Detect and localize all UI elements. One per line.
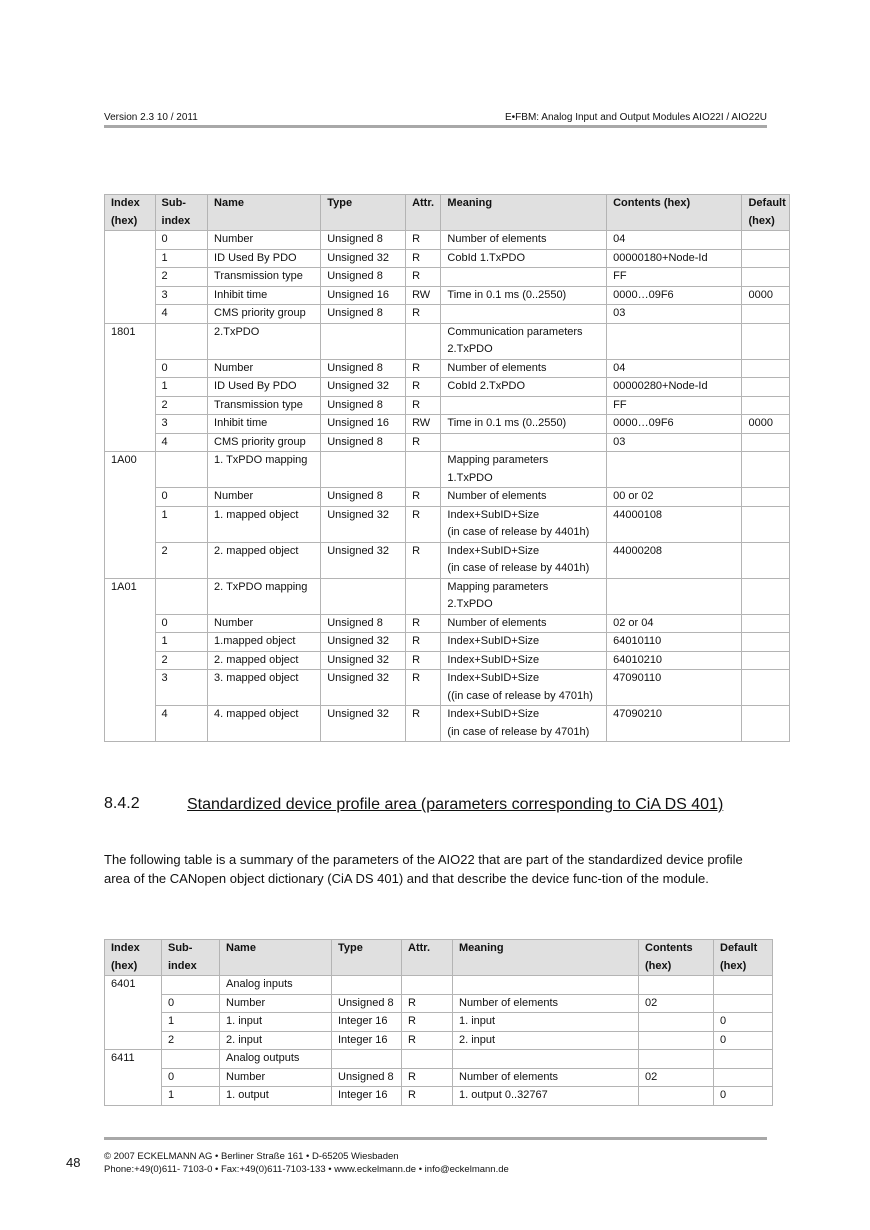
table-cell (453, 1050, 639, 1069)
table-cell (105, 305, 156, 324)
table-cell: 2. TxPDO mapping (208, 578, 321, 614)
table-cell (714, 994, 773, 1013)
table-cell (714, 1050, 773, 1069)
table-cell (742, 578, 790, 614)
table-cell (105, 488, 156, 507)
table-cell (105, 286, 156, 305)
table-cell: 2. mapped object (208, 651, 321, 670)
table-cell: Unsigned 16 (321, 415, 406, 434)
section-paragraph: The following table is a summary of the parameters of the AIO22 that are part of the standardized device profile area of the CANopen object dictionary (CiA DS 401) and that describe the device func-tion of the module. (104, 852, 743, 886)
table-cell: Unsigned 32 (321, 249, 406, 268)
table-row (105, 359, 790, 378)
table-cell: 1 (155, 506, 208, 542)
table-cell: 6401 (105, 976, 162, 995)
table-cell (105, 415, 156, 434)
table-cell: 00000180+Node-Id (607, 249, 742, 268)
col-meaning-header: Meaning (441, 195, 607, 231)
table-cell: 02 (639, 994, 714, 1013)
table-row (105, 976, 773, 995)
table-cell (639, 1013, 714, 1032)
table-cell: CobId 2.TxPDO (441, 378, 607, 397)
table-cell: R (406, 396, 441, 415)
table-cell (742, 323, 790, 359)
table-cell: 1. input (453, 1013, 639, 1032)
table-cell: R (406, 433, 441, 452)
table-cell (105, 249, 156, 268)
table-cell (105, 378, 156, 397)
table-cell: R (402, 1031, 453, 1050)
table-cell: R (406, 633, 441, 652)
table-cell (441, 433, 607, 452)
table-cell: 1 (162, 1013, 220, 1032)
table-row (105, 433, 790, 452)
col-index-header: Index (hex) (105, 940, 162, 976)
table-cell (105, 1068, 162, 1087)
table-cell: Integer 16 (332, 1087, 402, 1106)
table-cell (402, 1050, 453, 1069)
table-cell: R (406, 359, 441, 378)
table-cell (406, 578, 441, 614)
table-cell (105, 433, 156, 452)
table-cell: 3 (155, 286, 208, 305)
table-cell: Number of elements (453, 1068, 639, 1087)
table-cell: CobId 1.TxPDO (441, 249, 607, 268)
col-contents-header: Contents (hex) (607, 195, 742, 231)
table-row (105, 633, 790, 652)
table-header-row (105, 195, 790, 231)
table-row (105, 323, 790, 359)
table-cell: 2 (155, 268, 208, 287)
table-row (105, 1050, 773, 1069)
table-cell: Unsigned 32 (321, 506, 406, 542)
table-cell (105, 1087, 162, 1106)
page-header (104, 112, 767, 123)
table-cell: Unsigned 16 (321, 286, 406, 305)
table-cell (742, 614, 790, 633)
table-cell (162, 976, 220, 995)
table-cell: 44000108 (607, 506, 742, 542)
table-cell (742, 452, 790, 488)
table-cell: 0000 (742, 286, 790, 305)
col-index-header: Index (hex) (105, 195, 156, 231)
table-cell: 3. mapped object (208, 670, 321, 706)
table-cell (742, 651, 790, 670)
table-cell: Number of elements (441, 614, 607, 633)
table-cell: 0 (155, 359, 208, 378)
table-cell: R (402, 1087, 453, 1106)
table-cell (402, 976, 453, 995)
col-meaning-header: Meaning (453, 940, 639, 976)
table-cell: 1 (155, 633, 208, 652)
table-cell: Unsigned 32 (321, 378, 406, 397)
table-cell (105, 706, 156, 742)
table-cell: Unsigned 8 (321, 268, 406, 287)
table-cell (105, 268, 156, 287)
table-cell: Unsigned 8 (321, 433, 406, 452)
table-row (105, 651, 790, 670)
table-cell (162, 1050, 220, 1069)
table-cell: 1. output (220, 1087, 332, 1106)
table-cell (742, 670, 790, 706)
table-row (105, 396, 790, 415)
table-cell: 0 (714, 1013, 773, 1032)
table-row (105, 286, 790, 305)
table-cell (155, 578, 208, 614)
table-cell: 0000…09F6 (607, 415, 742, 434)
table-cell (742, 542, 790, 578)
table-cell (639, 1087, 714, 1106)
table-cell (105, 1031, 162, 1050)
table-cell (105, 994, 162, 1013)
table-cell: Time in 0.1 ms (0..2550) (441, 415, 607, 434)
table-cell: 04 (607, 231, 742, 250)
table-cell: 00000280+Node-Id (607, 378, 742, 397)
header-title: E•FBM: Analog Input and Output Modules AIO22I / AIO22U (505, 112, 767, 123)
table-cell: 02 or 04 (607, 614, 742, 633)
table-cell: 3 (155, 415, 208, 434)
table-cell: 47090110 (607, 670, 742, 706)
table-cell: 1. output 0..32767 (453, 1087, 639, 1106)
col-default-header: Default (hex) (742, 195, 790, 231)
table-cell: Unsigned 8 (332, 1068, 402, 1087)
table-cell: R (406, 488, 441, 507)
table-cell: Index+SubID+Size (in case of release by 4401h) (441, 506, 607, 542)
table-cell: Unsigned 8 (321, 359, 406, 378)
table-cell: Number (208, 359, 321, 378)
table-cell (321, 578, 406, 614)
table-cell (742, 433, 790, 452)
table-cell (332, 1050, 402, 1069)
table-cell (742, 249, 790, 268)
table-cell: Index+SubID+Size ((in case of release by 4701h) (441, 670, 607, 706)
page-number: 48 (66, 1155, 81, 1170)
table-cell: Integer 16 (332, 1031, 402, 1050)
table-cell (105, 506, 156, 542)
table-row (105, 542, 790, 578)
table-cell: R (406, 305, 441, 324)
table-cell: 4 (155, 305, 208, 324)
table-cell (441, 396, 607, 415)
table-cell: Number (208, 614, 321, 633)
table-cell: Mapping parameters 2.TxPDO (441, 578, 607, 614)
table-cell: Integer 16 (332, 1013, 402, 1032)
table-cell: CMS priority group (208, 305, 321, 324)
table-cell (639, 1050, 714, 1069)
table-cell: Unsigned 32 (321, 706, 406, 742)
table-cell: Communication parameters 2.TxPDO (441, 323, 607, 359)
col-type-header: Type (332, 940, 402, 976)
table-cell: R (406, 506, 441, 542)
table-row (105, 506, 790, 542)
table-cell (607, 578, 742, 614)
table-cell (332, 976, 402, 995)
table-cell (105, 359, 156, 378)
table-cell: R (402, 1068, 453, 1087)
table-cell: Unsigned 8 (321, 396, 406, 415)
table-cell (742, 359, 790, 378)
table-row (105, 231, 790, 250)
table-cell (742, 488, 790, 507)
table-cell: 00 or 02 (607, 488, 742, 507)
table-cell (607, 323, 742, 359)
table-cell (105, 1013, 162, 1032)
table-cell (105, 542, 156, 578)
col-subindex-header: Sub- index (162, 940, 220, 976)
table-cell: 2. input (220, 1031, 332, 1050)
table-cell (714, 976, 773, 995)
table-row (105, 452, 790, 488)
table-cell (105, 614, 156, 633)
table-cell (105, 670, 156, 706)
table-cell (105, 231, 156, 250)
table-cell: Transmission type (208, 396, 321, 415)
table-cell (742, 506, 790, 542)
table-cell: 0 (155, 488, 208, 507)
table-cell (714, 1068, 773, 1087)
table-cell: Mapping parameters 1.TxPDO (441, 452, 607, 488)
col-contents-header: Contents (hex) (639, 940, 714, 976)
col-subindex-header: Sub- index (155, 195, 208, 231)
table-cell: 1 (162, 1087, 220, 1106)
col-name-header: Name (220, 940, 332, 976)
table-cell: R (406, 706, 441, 742)
page-footer (104, 1150, 509, 1176)
table-cell: Unsigned 32 (321, 633, 406, 652)
table-cell: 0 (162, 994, 220, 1013)
table-cell (155, 452, 208, 488)
table-cell (406, 323, 441, 359)
table-cell: Transmission type (208, 268, 321, 287)
table-cell: 0 (155, 614, 208, 633)
footer-contact: Phone:+49(0)611- 7103-0 • Fax:+49(0)611-7103-133 • www.eckelmann.de • info@eckelmann.de (104, 1164, 509, 1175)
section-number: 8.4.2 (104, 795, 140, 812)
table-cell (406, 452, 441, 488)
table-row (105, 305, 790, 324)
table-cell: 1A01 (105, 578, 156, 614)
table-row (105, 1068, 773, 1087)
table-cell (607, 452, 742, 488)
table-cell: 4 (155, 706, 208, 742)
table-row (105, 378, 790, 397)
table-row (105, 249, 790, 268)
table-cell (742, 633, 790, 652)
table-cell: FF (607, 268, 742, 287)
table-cell: CMS priority group (208, 433, 321, 452)
table-cell: Analog inputs (220, 976, 332, 995)
table-cell: 02 (639, 1068, 714, 1087)
col-default-header: Default (hex) (714, 940, 773, 976)
table-row (105, 1087, 773, 1106)
header-rule (104, 125, 767, 128)
table-cell (105, 633, 156, 652)
table-cell: 64010110 (607, 633, 742, 652)
table-cell: Inhibit time (208, 286, 321, 305)
table-cell: Inhibit time (208, 415, 321, 434)
table-cell: 0 (714, 1087, 773, 1106)
table-cell (742, 305, 790, 324)
table-row (105, 670, 790, 706)
table-cell: R (406, 378, 441, 397)
footer-rule (104, 1137, 767, 1140)
table-cell: Index+SubID+Size (441, 651, 607, 670)
table-cell: R (402, 994, 453, 1013)
table-row (105, 1013, 773, 1032)
table-cell: 04 (607, 359, 742, 378)
table-cell: Index+SubID+Size (441, 633, 607, 652)
table-cell (742, 396, 790, 415)
table-row (105, 614, 790, 633)
table-cell: 1801 (105, 323, 156, 359)
table-cell (742, 706, 790, 742)
table-cell: ID Used By PDO (208, 249, 321, 268)
footer-address: © 2007 ECKELMANN AG • Berliner Straße 161 • D-65205 Wiesbaden (104, 1151, 399, 1162)
table-row (105, 578, 790, 614)
table-cell (105, 396, 156, 415)
table-cell: 1.mapped object (208, 633, 321, 652)
table-cell: 03 (607, 433, 742, 452)
table-cell: Index+SubID+Size (in case of release by 4401h) (441, 542, 607, 578)
header-version: Version 2.3 10 / 2011 (104, 112, 198, 123)
table-header-row (105, 940, 773, 976)
table-cell: 2 (162, 1031, 220, 1050)
table-cell: Analog outputs (220, 1050, 332, 1069)
table-cell (742, 268, 790, 287)
table-cell: 4 (155, 433, 208, 452)
table-cell (105, 651, 156, 670)
table-cell: Unsigned 8 (332, 994, 402, 1013)
table-cell: R (406, 670, 441, 706)
table-cell: Number of elements (441, 488, 607, 507)
col-attr-header: Attr. (402, 940, 453, 976)
table-row (105, 488, 790, 507)
table-cell: Number (220, 1068, 332, 1087)
table-cell (639, 976, 714, 995)
col-type-header: Type (321, 195, 406, 231)
table-cell: Unsigned 32 (321, 651, 406, 670)
pdo-mapping-table (104, 194, 790, 742)
table-cell (742, 378, 790, 397)
table-row (105, 706, 790, 742)
table-cell: FF (607, 396, 742, 415)
table-row (105, 1031, 773, 1050)
table-row (105, 415, 790, 434)
table-cell: RW (406, 415, 441, 434)
table-cell: 2. mapped object (208, 542, 321, 578)
table-cell: R (406, 249, 441, 268)
table-cell: 0000 (742, 415, 790, 434)
table-cell: R (406, 542, 441, 578)
table-cell: 2 (155, 396, 208, 415)
table-cell: 0 (714, 1031, 773, 1050)
table-cell: R (402, 1013, 453, 1032)
table-cell: R (406, 614, 441, 633)
table-cell (321, 452, 406, 488)
table-cell (453, 976, 639, 995)
table-cell: 2. input (453, 1031, 639, 1050)
table-cell: Unsigned 8 (321, 231, 406, 250)
device-profile-table (104, 939, 773, 1106)
table-row (105, 994, 773, 1013)
table-cell: Number (208, 231, 321, 250)
table-cell: 03 (607, 305, 742, 324)
table-cell (155, 323, 208, 359)
table-cell: R (406, 651, 441, 670)
table-cell: R (406, 268, 441, 287)
table-cell: ID Used By PDO (208, 378, 321, 397)
table-cell (441, 305, 607, 324)
table-cell: Unsigned 8 (321, 614, 406, 633)
table-cell (321, 323, 406, 359)
table-cell: 6411 (105, 1050, 162, 1069)
col-attr-header: Attr. (406, 195, 441, 231)
table-cell: 1. input (220, 1013, 332, 1032)
table-cell: 2 (155, 542, 208, 578)
table-cell: 3 (155, 670, 208, 706)
table-cell: R (406, 231, 441, 250)
table-cell: 1 (155, 249, 208, 268)
table-cell: 2 (155, 651, 208, 670)
table-cell: RW (406, 286, 441, 305)
table-cell: Unsigned 32 (321, 542, 406, 578)
table-cell: 1A00 (105, 452, 156, 488)
table-cell: Number of elements (453, 994, 639, 1013)
table-cell (742, 231, 790, 250)
table-cell: Number (208, 488, 321, 507)
table-cell: Number (220, 994, 332, 1013)
table-cell: 0000…09F6 (607, 286, 742, 305)
table-cell (639, 1031, 714, 1050)
table-cell: 1. mapped object (208, 506, 321, 542)
table-cell: Time in 0.1 ms (0..2550) (441, 286, 607, 305)
table-cell: 47090210 (607, 706, 742, 742)
table-cell: 44000208 (607, 542, 742, 578)
table-cell: Unsigned 8 (321, 488, 406, 507)
table-cell: 2.TxPDO (208, 323, 321, 359)
table-cell: Number of elements (441, 359, 607, 378)
table-cell: Number of elements (441, 231, 607, 250)
col-name-header: Name (208, 195, 321, 231)
table-cell: Index+SubID+Size (in case of release by 4701h) (441, 706, 607, 742)
table-cell: Unsigned 8 (321, 305, 406, 324)
table-cell: 0 (155, 231, 208, 250)
table-cell: 64010210 (607, 651, 742, 670)
table-row (105, 268, 790, 287)
section-title: Standardized device profile area (parameters corresponding to CiA DS 401) (187, 796, 724, 813)
table-cell: 1 (155, 378, 208, 397)
table-cell: Unsigned 32 (321, 670, 406, 706)
table-cell: 0 (162, 1068, 220, 1087)
table-cell: 4. mapped object (208, 706, 321, 742)
table-cell: 1. TxPDO mapping (208, 452, 321, 488)
table-cell (441, 268, 607, 287)
